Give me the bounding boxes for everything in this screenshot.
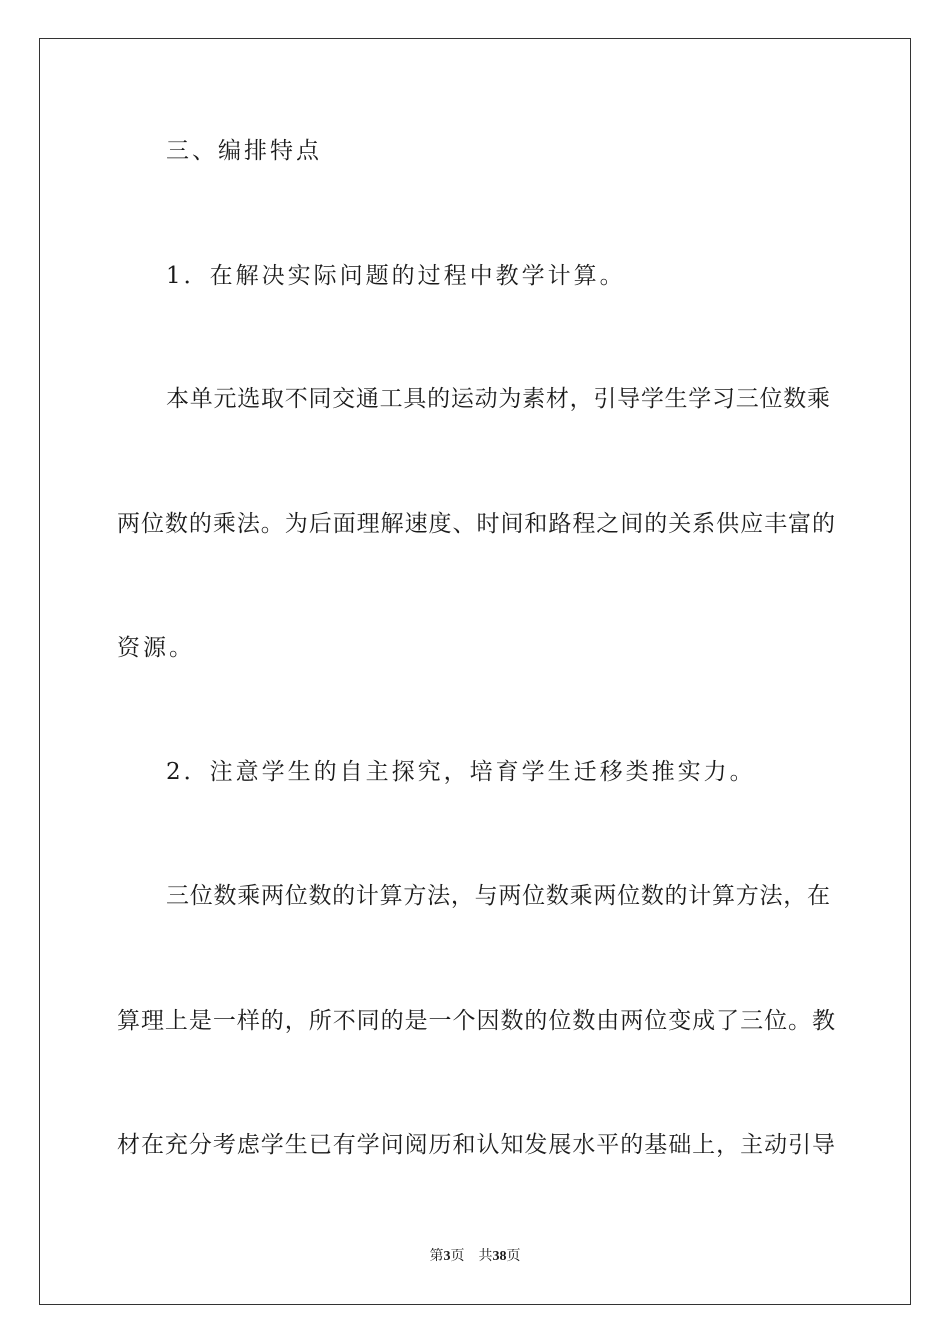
- page-number: 3: [443, 1249, 451, 1264]
- paragraph-line: 资源。: [117, 635, 195, 661]
- paragraph-line: 算理上是一样的，所不同的是一个因数的位数由两位变成了三位。教: [117, 1008, 835, 1034]
- paragraph-line: 本单元选取不同交通工具的运动为素材，引导学生学习三位数乘: [166, 386, 830, 412]
- point-1-heading: 1．在解决实际问题的过程中教学计算。: [166, 263, 626, 289]
- page-border: [39, 38, 911, 1305]
- page-prefix: 第: [429, 1248, 444, 1264]
- page-footer: [0, 1247, 950, 1266]
- page-suffix: 页: [450, 1248, 465, 1264]
- point-2-heading: 2．注意学生的自主探究，培育学生迁移类推实力。: [166, 759, 756, 785]
- total-prefix: 共: [478, 1248, 493, 1264]
- total-suffix: 页: [506, 1248, 521, 1264]
- paragraph-line: 材在充分考虑学生已有学问阅历和认知发展水平的基础上，主动引导: [117, 1132, 835, 1158]
- paragraph-line: 两位数的乘法。为后面理解速度、时间和路程之间的关系供应丰富的: [117, 511, 835, 537]
- section-heading: 三、编排特点: [166, 138, 322, 164]
- total-pages: 38: [492, 1249, 507, 1264]
- paragraph-line: 三位数乘两位数的计算方法，与两位数乘两位数的计算方法，在: [166, 883, 830, 909]
